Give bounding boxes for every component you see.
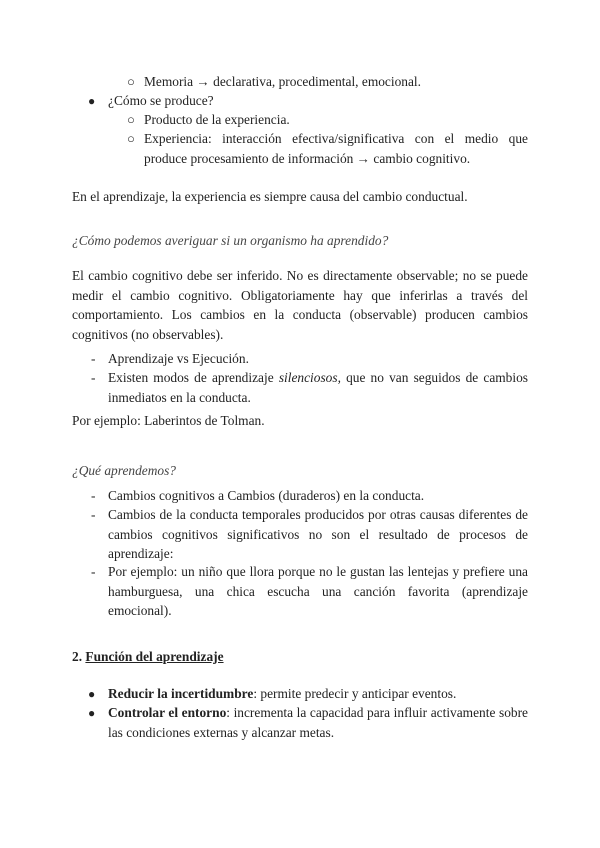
disc-bullet-icon: ●	[88, 687, 96, 701]
paragraph-experiencia: En el aprendizaje, la experiencia es siempre causa del cambio conductual.	[72, 189, 468, 204]
dash-bullet-icon: -	[91, 351, 96, 366]
section-heading	[72, 647, 224, 667]
section-title: Función del aprendizaje	[85, 649, 224, 664]
dash-bullet-icon: -	[91, 564, 96, 579]
paragraph-tolman: Por ejemplo: Laberintos de Tolman.	[72, 413, 265, 428]
term-reducir-incertidumbre: Reducir la incertidumbre	[108, 686, 254, 701]
question-heading-averiguar: ¿Cómo podemos averiguar si un organismo ha aprendido?	[72, 233, 389, 248]
list-item-producto: Producto de la experiencia.	[144, 112, 290, 127]
disc-bullet-icon: ●	[88, 706, 96, 720]
list-item-aprendizaje-ejecucion: Aprendizaje vs Ejecución.	[108, 351, 249, 366]
list-item-controlar-entorno: Controlar el entorno: incrementa la capacidad para influir activamente sobre las condiciones externas y alcanzar metas.	[108, 705, 528, 740]
term-controlar-entorno: Controlar el entorno	[108, 705, 227, 720]
disc-bullet-icon: ●	[88, 94, 96, 108]
list-item-memoria: Memoria → declarativa, procedimental, emocional.	[144, 74, 421, 89]
list-item-ejemplo-nino: Por ejemplo: un niño que llora porque no le gustan las lentejas y prefiere una hamburguesa, una chica escucha una canción favorita (aprendizaje emocional).	[108, 564, 528, 618]
circle-bullet-icon: ○	[127, 131, 135, 146]
list-item-modos-silenciosos: Existen modos de aprendizaje silenciosos, que no van seguidos de cambios inmediatos en la conducta.	[108, 370, 528, 405]
circle-bullet-icon: ○	[127, 74, 135, 89]
list-item-como-se-produce: ¿Cómo se produce?	[108, 93, 214, 108]
list-item-cambios-temporales: Cambios de la conducta temporales producidos por otras causas diferentes de cambios cognitivos significativos no son el resultado de procesos de aprendizaje:	[108, 507, 528, 561]
dash-bullet-icon: -	[91, 488, 96, 503]
list-item-experiencia: Experiencia: interacción efectiva/significativa con el medio que produce procesamiento de información → cambio cognitivo.	[144, 131, 528, 166]
section-number: 2.	[72, 649, 83, 664]
paragraph-cambio-cognitivo: El cambio cognitivo debe ser inferido. No es directamente observable; no se puede medir el cambio cognitivo. Obligatoriamente hay que inferirlas a través del comportamiento. Los cambios en la conducta (observable) producen cambios cognitivos (no observables).	[72, 268, 528, 342]
question-heading-que-aprendemos: ¿Qué aprendemos?	[72, 463, 177, 478]
dash-bullet-icon: -	[91, 507, 96, 522]
list-item-cambios-duraderos: Cambios cognitivos a Cambios (duraderos) en la conducta.	[108, 488, 425, 503]
dash-bullet-icon: -	[91, 370, 96, 385]
emphasis-silenciosos: silenciosos,	[278, 370, 341, 385]
list-item-reducir-incertidumbre: Reducir la incertidumbre: permite predecir y anticipar eventos.	[108, 686, 457, 701]
circle-bullet-icon: ○	[127, 112, 135, 127]
